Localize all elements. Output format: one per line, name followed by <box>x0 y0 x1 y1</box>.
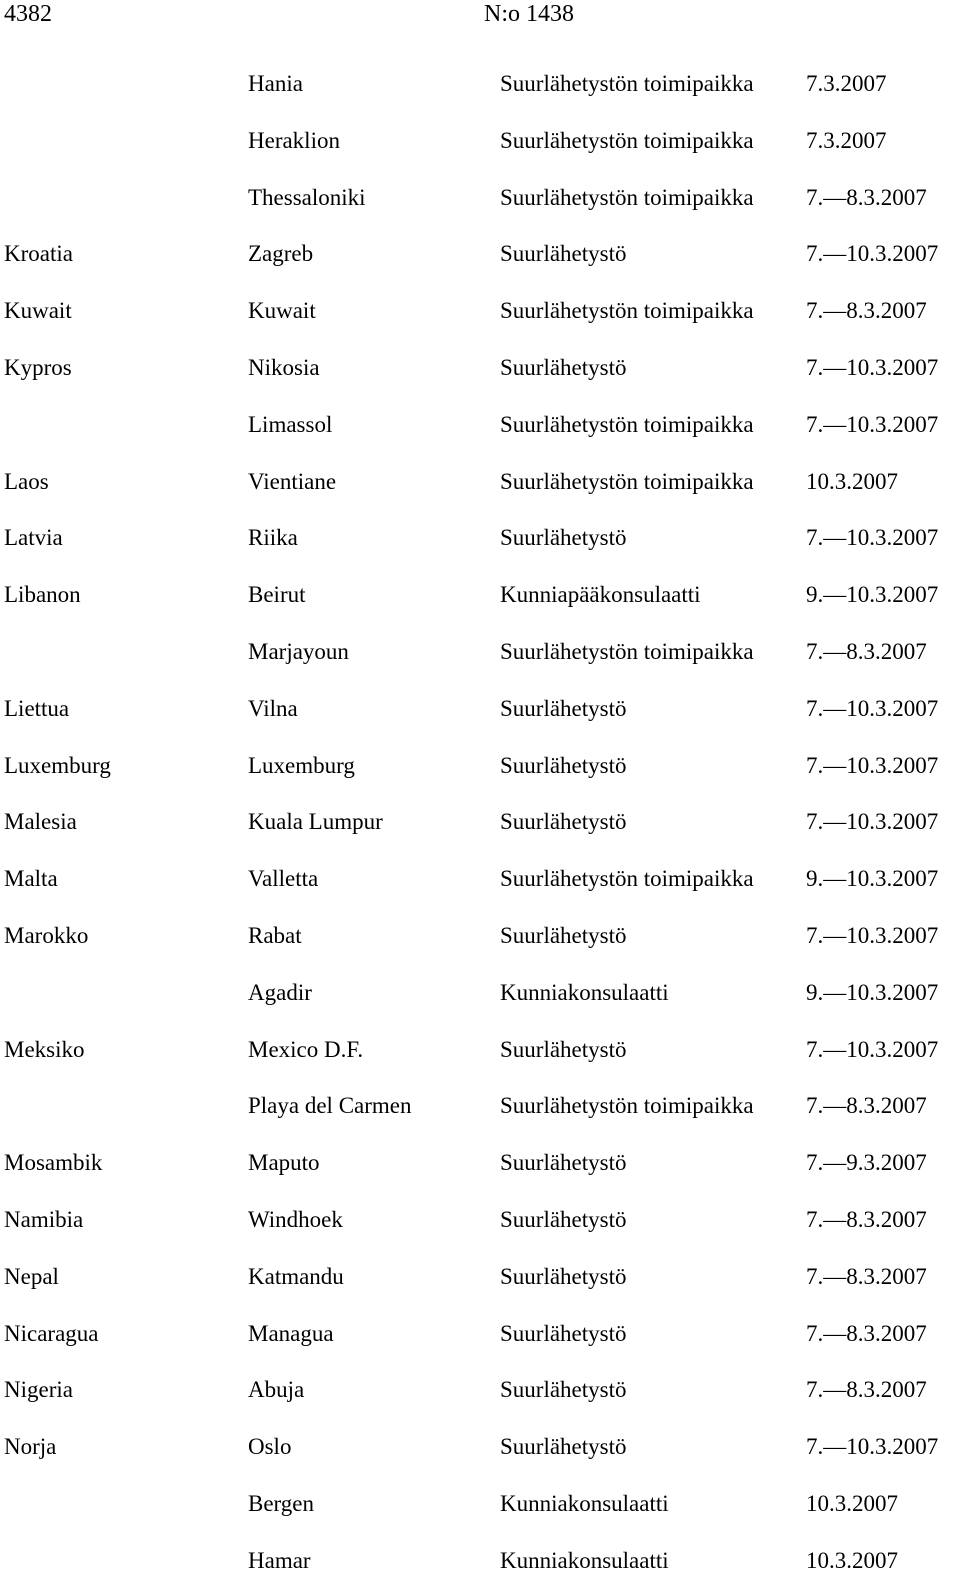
city-cell: Oslo <box>248 1434 292 1460</box>
city-cell: Riika <box>248 525 298 551</box>
table-row <box>0 738 960 795</box>
date-cell: 7.—10.3.2007 <box>806 809 939 835</box>
city-cell: Abuja <box>248 1377 305 1403</box>
station-type-cell: Suurlähetystön toimipaikka <box>500 411 754 437</box>
table-row <box>0 794 960 851</box>
station-type-cell: Suurlähetystö <box>500 1377 627 1403</box>
station-type-cell: Suurlähetystö <box>500 525 627 551</box>
country-cell: Kypros <box>4 354 72 380</box>
date-cell: 7.—9.3.2007 <box>806 1150 927 1176</box>
date-cell: 7.—10.3.2007 <box>806 354 939 380</box>
table-row <box>0 397 960 454</box>
table-row <box>0 1192 960 1249</box>
table-row <box>0 1306 960 1363</box>
date-cell: 7.—8.3.2007 <box>806 184 927 210</box>
table-row <box>0 340 960 397</box>
date-cell: 10.3.2007 <box>806 1547 898 1573</box>
date-cell: 7.—8.3.2007 <box>806 1377 927 1403</box>
table-row <box>0 113 960 170</box>
date-cell: 7.—8.3.2007 <box>806 1320 927 1346</box>
station-type-cell: Suurlähetystö <box>500 1150 627 1176</box>
table-row <box>0 851 960 908</box>
station-type-cell: Suurlähetystö <box>500 1434 627 1460</box>
date-cell: 7.—8.3.2007 <box>806 638 927 664</box>
station-type-cell: Suurlähetystö <box>500 1036 627 1062</box>
station-type-cell: Suurlähetystön toimipaikka <box>500 468 754 494</box>
station-type-cell: Suurlähetystön toimipaikka <box>500 1093 754 1119</box>
date-cell: 7.—8.3.2007 <box>806 1206 927 1232</box>
date-cell: 10.3.2007 <box>806 1490 898 1516</box>
city-cell: Valletta <box>248 866 319 892</box>
document-number: N:o 1438 <box>484 1 574 27</box>
city-cell: Thessaloniki <box>248 184 366 210</box>
table-row <box>0 283 960 340</box>
city-cell: Marjayoun <box>248 638 349 664</box>
station-type-cell: Kunniakonsulaatti <box>500 1490 669 1516</box>
country-cell: Libanon <box>4 582 81 608</box>
date-cell: 7.—8.3.2007 <box>806 1263 927 1289</box>
table-row <box>0 226 960 283</box>
city-cell: Maputo <box>248 1150 320 1176</box>
country-cell: Norja <box>4 1434 57 1460</box>
table-row <box>0 510 960 567</box>
country-cell: Malesia <box>4 809 77 835</box>
date-cell: 9.—10.3.2007 <box>806 979 939 1005</box>
date-cell: 7.3.2007 <box>806 71 887 96</box>
table-row <box>0 454 960 511</box>
table-row <box>0 1135 960 1192</box>
date-cell: 7.—8.3.2007 <box>806 1093 927 1119</box>
date-cell: 7.—8.3.2007 <box>806 298 927 324</box>
date-cell: 9.—10.3.2007 <box>806 582 939 608</box>
city-cell: Windhoek <box>248 1206 343 1232</box>
station-type-cell: Kunniakonsulaatti <box>500 979 669 1005</box>
city-cell: Kuwait <box>248 298 316 324</box>
country-cell: Latvia <box>4 525 63 551</box>
table-row <box>0 1419 960 1476</box>
date-cell: 7.—10.3.2007 <box>806 752 939 778</box>
city-cell: Zagreb <box>248 241 314 267</box>
country-cell: Nepal <box>4 1263 59 1289</box>
date-cell: 7.—10.3.2007 <box>806 922 939 948</box>
table-row <box>0 1476 960 1533</box>
city-cell: Nikosia <box>248 354 320 380</box>
station-type-cell: Suurlähetystö <box>500 241 627 267</box>
city-cell: Beirut <box>248 582 306 608</box>
country-cell: Luxemburg <box>4 752 111 778</box>
date-cell: 7.—10.3.2007 <box>806 411 939 437</box>
city-cell: Managua <box>248 1320 334 1346</box>
table-row <box>0 170 960 227</box>
page-header <box>0 0 960 30</box>
date-cell: 7.3.2007 <box>806 127 887 153</box>
city-cell: Hania <box>248 71 303 96</box>
station-type-cell: Kunniakonsulaatti <box>500 1547 669 1573</box>
city-cell: Agadir <box>248 979 312 1005</box>
station-type-cell: Suurlähetystön toimipaikka <box>500 298 754 324</box>
table-row <box>0 1533 960 1590</box>
city-cell: Mexico D.F. <box>248 1036 364 1062</box>
station-type-cell: Suurlähetystön toimipaikka <box>500 866 754 892</box>
city-cell: Playa del Carmen <box>248 1093 412 1119</box>
date-cell: 10.3.2007 <box>806 468 898 494</box>
table-row <box>0 965 960 1022</box>
table-row <box>0 56 960 113</box>
table-row <box>0 1022 960 1079</box>
table-row <box>0 1078 960 1135</box>
city-cell: Luxemburg <box>248 752 355 778</box>
country-cell: Nicaragua <box>4 1320 99 1346</box>
table-row <box>0 624 960 681</box>
country-cell: Meksiko <box>4 1036 85 1062</box>
station-type-cell: Suurlähetystön toimipaikka <box>500 184 754 210</box>
station-type-cell: Suurlähetystö <box>500 1320 627 1346</box>
date-cell: 9.—10.3.2007 <box>806 866 939 892</box>
country-cell: Namibia <box>4 1206 84 1232</box>
country-cell: Mosambik <box>4 1150 103 1176</box>
station-type-cell: Suurlähetystö <box>500 752 627 778</box>
polling-stations-table <box>0 56 960 1590</box>
city-cell: Kuala Lumpur <box>248 809 383 835</box>
page-number: 4382 <box>4 1 52 27</box>
city-cell: Hamar <box>248 1547 311 1573</box>
station-type-cell: Kunniapääkonsulaatti <box>500 582 701 608</box>
city-cell: Limassol <box>248 411 333 437</box>
city-cell: Rabat <box>248 922 302 948</box>
date-cell: 7.—10.3.2007 <box>806 241 939 267</box>
station-type-cell: Suurlähetystö <box>500 1263 627 1289</box>
table-row <box>0 1249 960 1306</box>
station-type-cell: Suurlähetystö <box>500 922 627 948</box>
date-cell: 7.—10.3.2007 <box>806 1036 939 1062</box>
station-type-cell: Suurlähetystö <box>500 695 627 721</box>
country-cell: Marokko <box>4 922 89 948</box>
city-cell: Bergen <box>248 1490 315 1516</box>
station-type-cell: Suurlähetystö <box>500 1206 627 1232</box>
city-cell: Vilna <box>248 695 298 721</box>
city-cell: Heraklion <box>248 127 340 153</box>
date-cell: 7.—10.3.2007 <box>806 525 939 551</box>
city-cell: Katmandu <box>248 1263 344 1289</box>
table-row <box>0 567 960 624</box>
station-type-cell: Suurlähetystön toimipaikka <box>500 638 754 664</box>
country-cell: Kuwait <box>4 298 72 324</box>
station-type-cell: Suurlähetystön toimipaikka <box>500 71 754 96</box>
country-cell: Laos <box>4 468 49 494</box>
station-type-cell: Suurlähetystö <box>500 354 627 380</box>
country-cell: Nigeria <box>4 1377 73 1403</box>
country-cell: Malta <box>4 866 58 892</box>
city-cell: Vientiane <box>248 468 337 494</box>
table-row <box>0 908 960 965</box>
country-cell: Kroatia <box>4 241 73 267</box>
table-row <box>0 1362 960 1419</box>
station-type-cell: Suurlähetystön toimipaikka <box>500 127 754 153</box>
date-cell: 7.—10.3.2007 <box>806 1434 939 1460</box>
station-type-cell: Suurlähetystö <box>500 809 627 835</box>
table-row <box>0 681 960 738</box>
country-cell: Liettua <box>4 695 70 721</box>
date-cell: 7.—10.3.2007 <box>806 695 939 721</box>
